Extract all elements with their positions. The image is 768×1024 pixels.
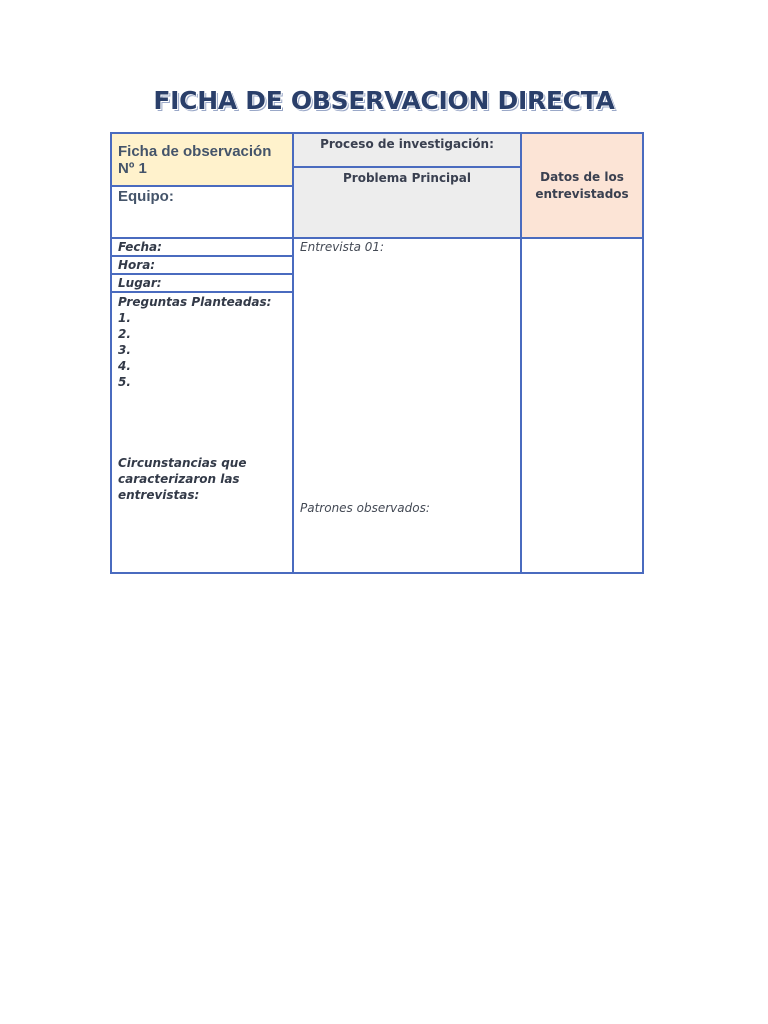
list-item: 5.	[118, 375, 131, 389]
hora-label: Hora:	[118, 258, 156, 272]
patrones-label: Patrones observados:	[300, 501, 430, 515]
ficha-heading-cell	[110, 132, 294, 187]
list-item: 4.	[118, 359, 131, 373]
observation-sheet	[110, 132, 644, 574]
datos-body-cell	[520, 237, 644, 574]
proceso-cell	[292, 132, 522, 168]
hora-cell	[110, 255, 294, 275]
lugar-label: Lugar:	[118, 276, 162, 290]
proceso-label: Proceso de investigación:	[320, 137, 494, 151]
problema-cell	[292, 166, 522, 239]
entrevista-cell	[292, 237, 522, 574]
list-item: 2.	[118, 327, 131, 341]
datos-cell	[520, 132, 644, 239]
entrevista-label: Entrevista 01:	[300, 240, 385, 254]
datos-label: Datos de los entrevistados	[535, 169, 629, 201]
list-item: 1.	[118, 311, 131, 325]
lugar-cell	[110, 273, 294, 293]
page-title: FICHA DE OBSERVACION DIRECTA	[153, 86, 615, 115]
fecha-cell	[110, 237, 294, 257]
problema-label: Problema Principal	[343, 171, 471, 185]
equipo-cell	[110, 185, 294, 239]
preguntas-cell	[110, 291, 294, 574]
list-item: 3.	[118, 343, 131, 357]
preguntas-label: Preguntas Planteadas:	[118, 295, 272, 309]
ficha-heading: Ficha de observación Nº 1	[118, 143, 272, 177]
equipo-label: Equipo:	[118, 188, 174, 205]
circunstancias-label: Circunstancias que caracterizaron las entrevistas:	[118, 456, 247, 502]
fecha-label: Fecha:	[118, 240, 162, 254]
preguntas-list	[118, 310, 286, 390]
